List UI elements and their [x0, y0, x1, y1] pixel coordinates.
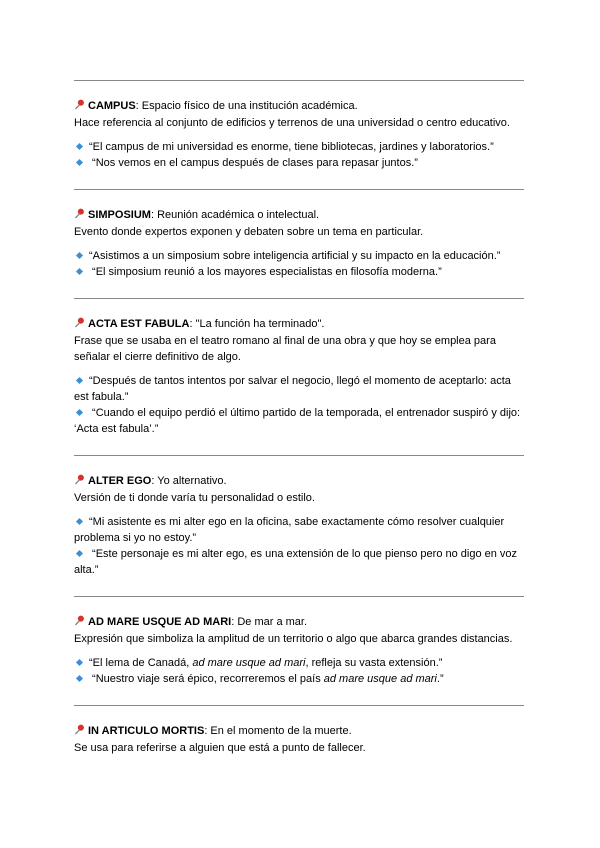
example-text: “Este personaje es mi alter ego, es una extensión de lo que pienso pero no digo en voz alta.”	[74, 548, 518, 576]
entry-short-definition: : "La función ha terminado".	[189, 318, 325, 330]
glossary-entry	[74, 456, 524, 596]
entry-term: ACTA EST FABULA	[88, 318, 190, 330]
example-item	[74, 405, 524, 437]
glossary-entry	[74, 190, 524, 298]
bullet-diamond-icon	[76, 659, 83, 666]
example-item	[74, 373, 524, 405]
example-text: “Después de tantos intentos por salvar el negocio, llegó el momento de aceptarlo: acta est fabula.”	[74, 375, 511, 403]
bullet-diamond-icon	[76, 550, 83, 557]
bullet-diamond-icon	[76, 518, 83, 525]
glossary-entry	[74, 81, 524, 189]
entry-short-definition: : De mar a mar.	[231, 616, 308, 628]
entry-long-definition: Se usa para referirse a alguien que está a punto de fallecer.	[74, 742, 366, 754]
entry-term: SIMPOSIUM	[88, 209, 151, 221]
glossary-entry	[74, 597, 524, 705]
entry-examples	[74, 655, 524, 687]
example-text: “Asistimos a un simposium sobre inteligencia artificial y su impacto en la educación.”	[89, 250, 501, 262]
example-item	[74, 248, 524, 264]
example-text: “El simposium reunió a los mayores especialistas en filosofía moderna.”	[89, 266, 442, 278]
pushpin-icon	[74, 208, 86, 224]
entry-examples	[74, 139, 524, 171]
entry-short-definition: : Reunión académica o intelectual.	[150, 209, 320, 221]
entry-long-definition: Expresión que simboliza la amplitud de un territorio o algo que abarca grandes distancias.	[74, 633, 513, 645]
bullet-diamond-icon	[76, 675, 83, 682]
glossary-entry	[74, 299, 524, 455]
entry-short-definition: : Yo alternativo.	[151, 475, 227, 487]
example-item	[74, 671, 524, 687]
pushpin-icon	[74, 724, 86, 740]
glossary-page	[74, 80, 524, 774]
bullet-diamond-icon	[76, 377, 83, 384]
pushpin-icon	[74, 99, 86, 115]
entry-term: CAMPUS	[88, 100, 136, 112]
entry-examples	[74, 514, 524, 578]
example-item	[74, 155, 524, 171]
entry-examples	[74, 373, 524, 437]
pushpin-icon	[74, 615, 86, 631]
pushpin-icon	[74, 317, 86, 333]
example-text: “Nuestro viaje será épico, recorreremos el país	[89, 673, 324, 685]
example-italic-phrase: ad mare usque ad mari	[192, 657, 306, 669]
entry-term: ALTER EGO	[88, 475, 152, 487]
example-item	[74, 655, 524, 671]
example-item	[74, 139, 524, 155]
example-item	[74, 264, 524, 280]
example-item	[74, 546, 524, 578]
entry-heading	[74, 98, 524, 115]
bullet-diamond-icon	[76, 268, 83, 275]
bullet-diamond-icon	[76, 252, 83, 259]
entry-long-definition: Frase que se usaba en el teatro romano al final de una obra y que hoy se emplea para señalar el cierre definitivo de algo.	[74, 335, 496, 363]
entry-heading	[74, 316, 524, 333]
entry-long-definition: Hace referencia al conjunto de edificios y terrenos de una universidad o centro educativo.	[74, 117, 510, 129]
entry-heading	[74, 473, 524, 490]
example-text: “El campus de mi universidad es enorme, tiene bibliotecas, jardines y laboratorios.”	[89, 141, 494, 153]
entry-term: AD MARE USQUE AD MARI	[88, 616, 232, 628]
entry-term: IN ARTICULO MORTIS	[88, 725, 205, 737]
pushpin-icon	[74, 474, 86, 490]
example-text: “Cuando el equipo perdió el último partido de la temporada, el entrenador suspiró y dijo: ‘Acta est fabula’.”	[74, 407, 521, 435]
entry-heading	[74, 614, 524, 631]
example-text: “Mi asistente es mi alter ego en la oficina, sabe exactamente cómo resolver cualquier problema si yo no estoy.”	[74, 516, 505, 544]
entry-long-definition: Evento donde expertos exponen y debaten sobre un tema en particular.	[74, 226, 424, 238]
example-italic-phrase: ad mare usque ad mari	[323, 673, 437, 685]
example-text-end: .”	[436, 673, 444, 685]
bullet-diamond-icon	[76, 143, 83, 150]
entry-short-definition: : En el momento de la muerte.	[204, 725, 352, 737]
example-item	[74, 514, 524, 546]
entry-heading	[74, 207, 524, 224]
entry-examples	[74, 248, 524, 280]
bullet-diamond-icon	[76, 409, 83, 416]
glossary-entry	[74, 706, 524, 774]
bullet-diamond-icon	[76, 159, 83, 166]
example-text-end: , refleja su vasta extensión.”	[305, 657, 443, 669]
example-text: “El lema de Canadá,	[89, 657, 193, 669]
entry-heading	[74, 723, 524, 740]
entry-long-definition: Versión de ti donde varía tu personalidad o estilo.	[74, 492, 315, 504]
entry-short-definition: : Espacio físico de una institución académica.	[135, 100, 358, 112]
example-text: “Nos vemos en el campus después de clases para repasar juntos.”	[89, 157, 418, 169]
